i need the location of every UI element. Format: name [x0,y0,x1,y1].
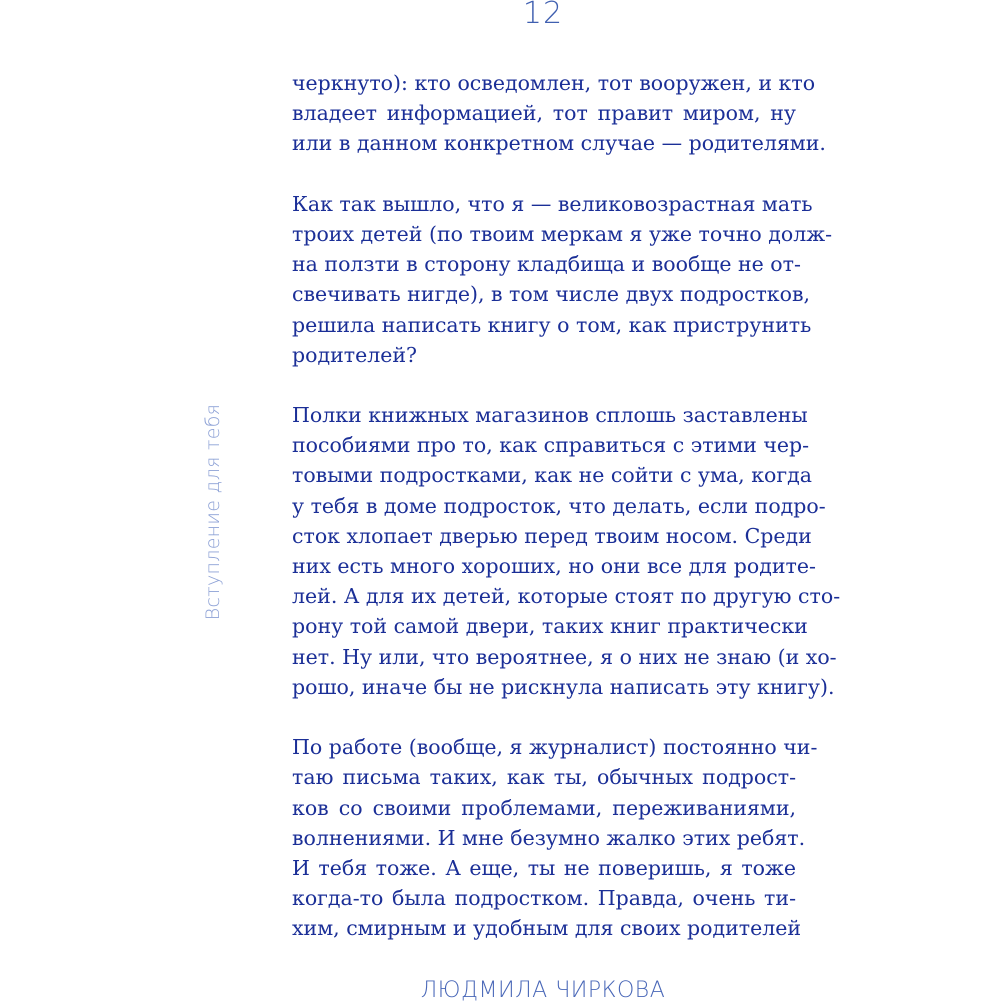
text-line: пособиями про то, как справиться с этими чер- [292,433,810,458]
text-line: Полки книжных магазинов сплошь заставлены [292,403,808,428]
text-line: таю письма таких, как ты, обычных подрост- [292,765,796,790]
footer-author: ЛЮДМИЛА ЧИРКОВА [420,978,666,1003]
text-line: когда-то была подростком. Правда, очень ти- [292,886,796,911]
paragraph [292,732,818,943]
text-line: рону той самой двери, таких книг практически [292,614,808,639]
text-line: них есть много хороших, но они все для родите- [292,554,816,578]
text-line: родителей? [292,342,418,367]
text-line: у тебя в доме подросток, что делать, если подро- [292,493,826,518]
paragraph [292,400,841,702]
text-line: решила написать книгу о том, как приструнить [292,312,812,337]
text-line: хим, смирным и удобным для своих родителей [292,916,802,941]
text-line: рошо, иначе бы не рискнула написать эту книгу). [292,674,835,699]
text-line: Как так вышло, что я — великовозрастная мать [292,191,813,216]
text-line: троих детей (по твоим меркам я уже точно долж- [292,221,833,246]
text-line: ков со своими проблемами, переживаниями, [292,795,796,820]
text-line: на ползти в сторону кладбища и вообще не от- [292,252,801,277]
section-title-vertical: Вступление для тебя [202,403,224,621]
text-line: волнениями. И мне безумно жалко этих ребят. [292,825,806,850]
text-line: владеет информацией, тот правит миром, ну [292,101,796,126]
text-line: товыми подростками, как не сойти с ума, когда [292,463,812,488]
text-line: лей. А для их детей, которые стоят по другую сто- [292,584,841,609]
text-line: И тебя тоже. А еще, ты не поверишь, я тоже [292,855,796,880]
text-line: сток хлопает дверью перед твоим носом. Среди [292,523,812,548]
page-number: 12 [522,0,564,31]
paragraph [292,189,833,370]
text-line: свечивать нигде), в том числе двух подростков, [292,282,811,307]
text-line: черкнуто): кто осведомлен, тот вооружен, и кто [292,71,816,95]
text-line: По работе (вообще, я журналист) постоянно чи- [292,735,818,760]
body-text [292,68,841,943]
paragraph [292,68,826,159]
text-line: или в данном конкретном случае — родителями. [292,131,826,156]
text-line: нет. Ну или, что вероятнее, я о них не знаю (и хо- [292,644,837,669]
